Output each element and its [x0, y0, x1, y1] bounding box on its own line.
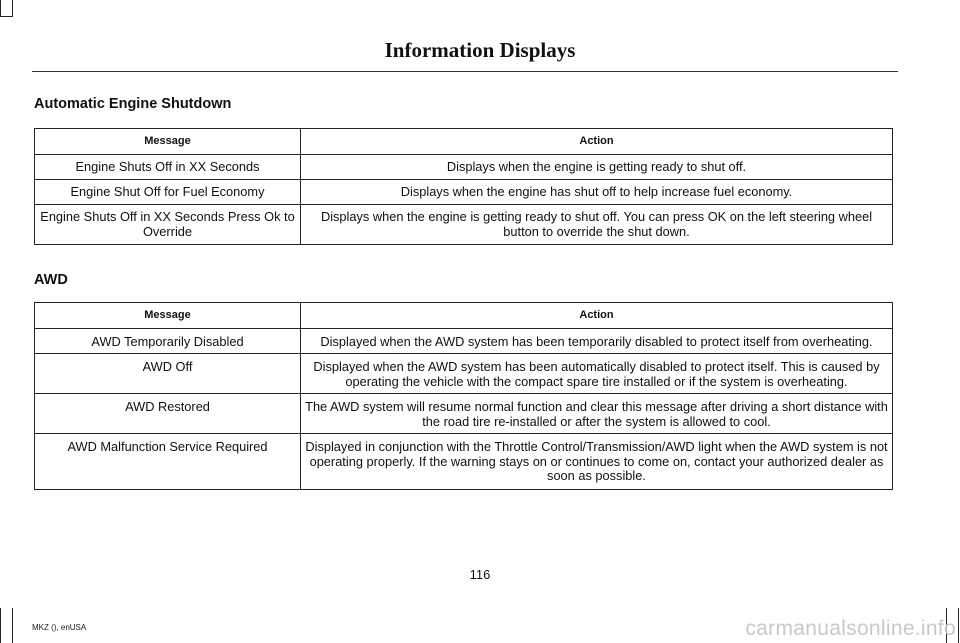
- column-header-action: Action: [301, 303, 893, 329]
- awd-table: [34, 302, 893, 490]
- message-cell: Engine Shuts Off in XX Seconds: [35, 155, 301, 180]
- column-header-message: Message: [35, 303, 301, 329]
- table-header-row: [35, 303, 893, 329]
- table-row: [35, 394, 893, 434]
- message-cell: AWD Temporarily Disabled: [35, 329, 301, 354]
- message-cell: AWD Off: [35, 354, 301, 394]
- crop-mark: [0, 0, 1, 16]
- engine-shutdown-table: [34, 128, 893, 245]
- column-header-message: Message: [35, 129, 301, 155]
- table-header-row: [35, 129, 893, 155]
- crop-mark: [958, 608, 959, 643]
- watermark: carmanualsonline.info: [745, 617, 956, 640]
- table-row: [35, 180, 893, 205]
- action-cell: Displays when the engine is getting ready to shut off.: [301, 155, 893, 180]
- crop-mark: [0, 608, 1, 643]
- action-cell: Displayed when the AWD system has been temporarily disabled to protect itself from overheating.: [301, 329, 893, 354]
- title-divider: [32, 71, 898, 72]
- document-code: MKZ (), enUSA: [32, 623, 87, 632]
- action-cell: Displays when the engine is getting ready to shut off. You can press OK on the left steering wheel button to override the shut down.: [301, 205, 893, 245]
- table-row: [35, 329, 893, 354]
- table-row: [35, 354, 893, 394]
- action-cell: Displayed when the AWD system has been automatically disabled to protect itself. This is caused by operating the vehicle with the compact spare tire installed or if the system is overheating.: [301, 354, 893, 394]
- crop-mark: [0, 16, 13, 17]
- message-cell: AWD Malfunction Service Required: [35, 434, 301, 490]
- message-cell: Engine Shuts Off in XX Seconds Press Ok to Override: [35, 205, 301, 245]
- action-cell: The AWD system will resume normal function and clear this message after driving a short distance with the road tire re-installed or after the system is allowed to cool.: [301, 394, 893, 434]
- crop-mark: [12, 0, 13, 16]
- section-heading-engine-shutdown: Automatic Engine Shutdown: [34, 96, 232, 112]
- page-number: 116: [469, 567, 491, 582]
- message-cell: Engine Shut Off for Fuel Economy: [35, 180, 301, 205]
- table-row: [35, 155, 893, 180]
- page-title: Information Displays: [384, 38, 576, 62]
- message-cell: AWD Restored: [35, 394, 301, 434]
- action-cell: Displays when the engine has shut off to help increase fuel economy.: [301, 180, 893, 205]
- table-row: [35, 434, 893, 490]
- table-row: [35, 205, 893, 245]
- column-header-action: Action: [301, 129, 893, 155]
- section-heading-awd: AWD: [34, 272, 68, 288]
- crop-mark: [12, 608, 13, 643]
- action-cell: Displayed in conjunction with the Throttle Control/Transmission/AWD light when the AWD system is not operating properly. If the warning stays on or continues to come on, contact your authorized dealer as soon as possible.: [301, 434, 893, 490]
